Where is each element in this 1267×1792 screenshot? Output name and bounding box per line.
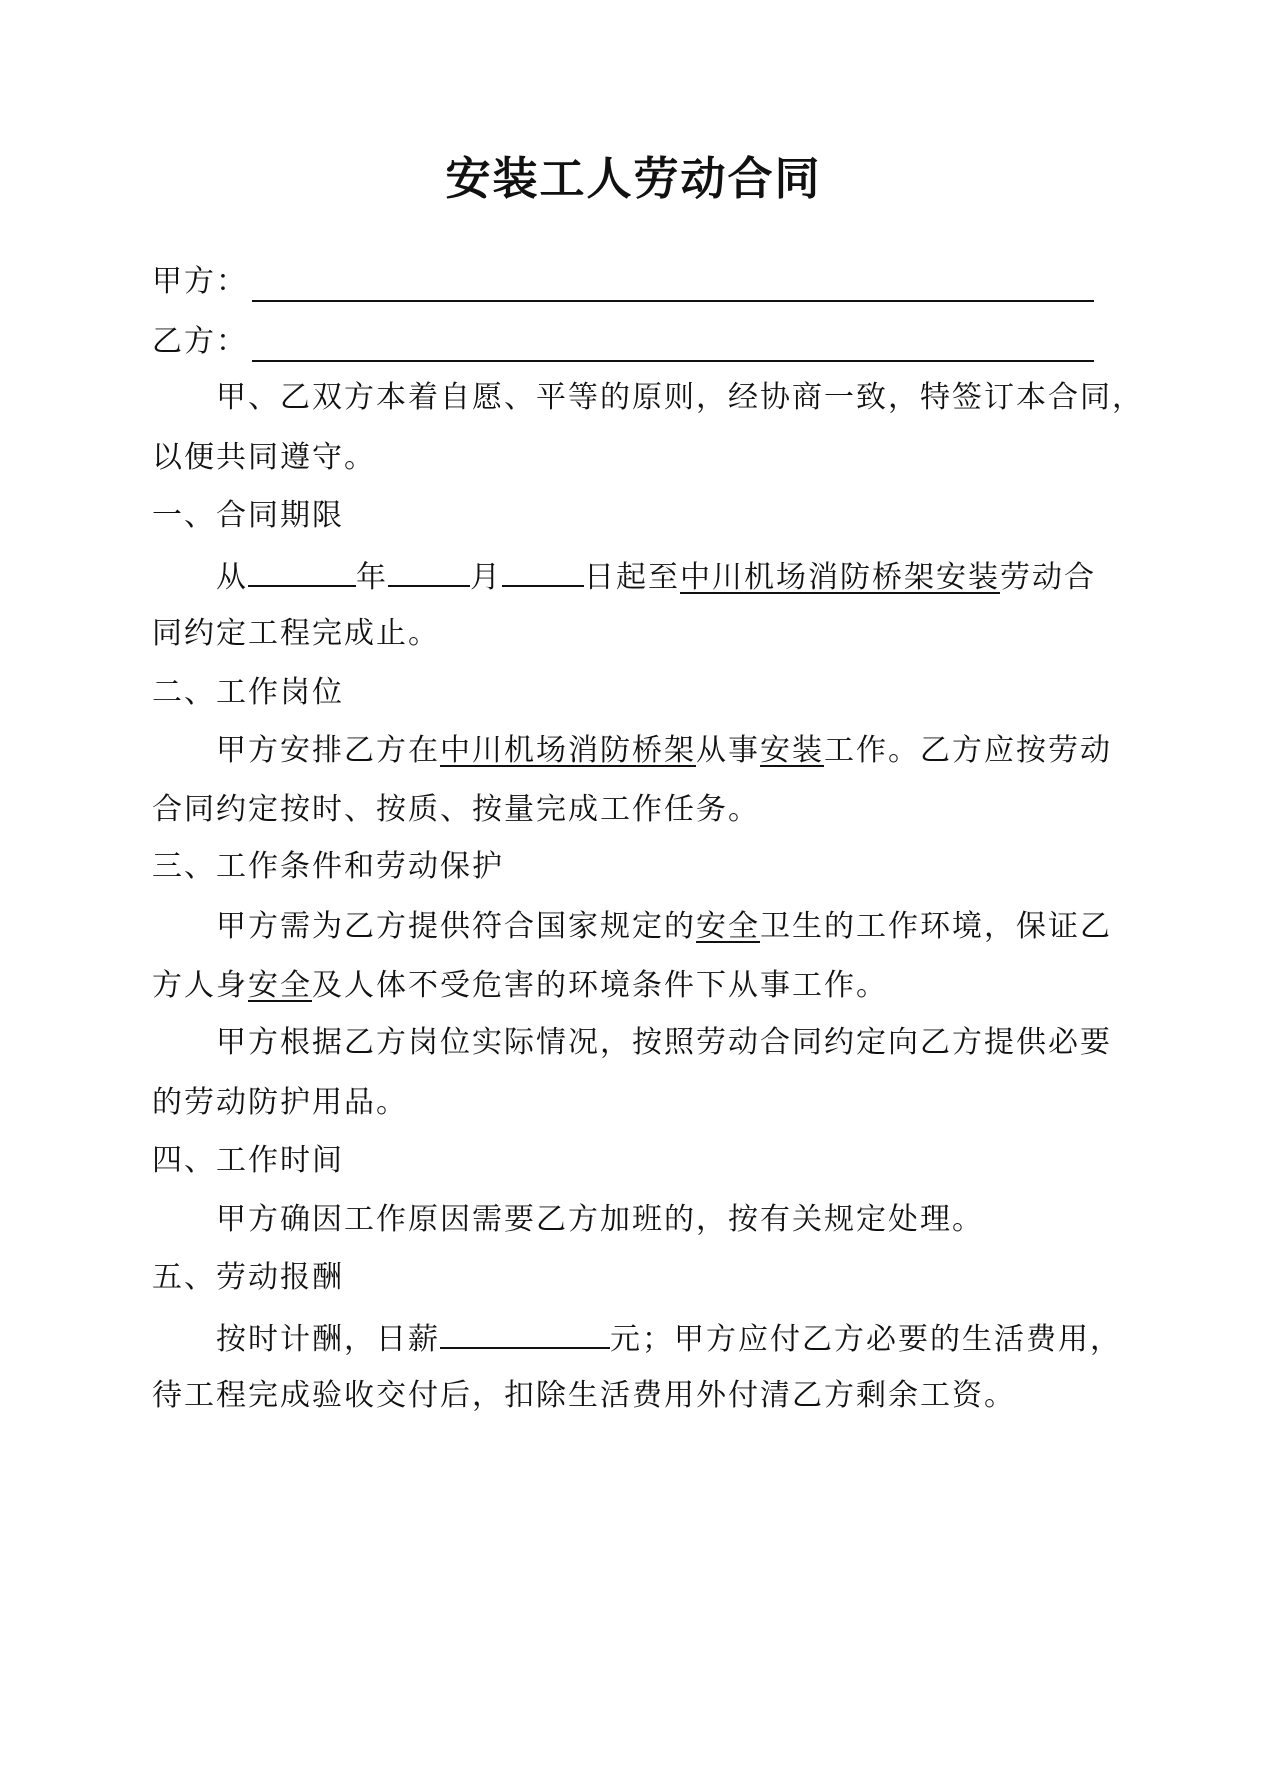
section-3-paragraph-2-line-2: 的劳动防护用品。 — [152, 1085, 408, 1120]
year-text: 年 — [356, 560, 388, 595]
provide-text: 甲方需为乙方提供符合国家规定的 — [216, 909, 696, 944]
document-title: 安装工人劳动合同 — [445, 152, 822, 205]
month-blank — [388, 555, 470, 587]
section-3-paragraph-2-line-1: 甲方根据乙方岗位实际情况，按照劳动合同约定向乙方提供必要 — [216, 1025, 1112, 1060]
project-name: 中川机场消防桥架安装 — [680, 560, 1000, 595]
from-text: 从 — [216, 560, 248, 595]
work-site: 中川机场消防桥架 — [440, 733, 696, 768]
section-5-paragraph-line-1 — [152, 1317, 1176, 1360]
section-4-heading: 四、工作时间 — [152, 1143, 344, 1178]
day-until-text: 日起至 — [584, 560, 680, 595]
section-4-paragraph: 甲方确因工作原因需要乙方加班的，按有关规定处理。 — [216, 1202, 984, 1237]
section-3-heading: 三、工作条件和劳动保护 — [152, 849, 504, 884]
safety-word-1: 安全 — [696, 909, 760, 944]
section-3-paragraph-1-line-1 — [152, 907, 1176, 947]
party-a-line — [152, 262, 1112, 302]
living-expense-text: 元；甲方应付乙方必要的生活费用， — [610, 1322, 1122, 1357]
party-b-line — [152, 322, 1112, 362]
party-a-label: 甲方： — [152, 264, 248, 299]
intro-line-2: 以便共同遵守。 — [152, 440, 376, 475]
section-2-paragraph-line-1 — [152, 731, 1176, 771]
party-a-blank — [252, 270, 1094, 302]
section-5-heading: 五、劳动报酬 — [152, 1260, 344, 1295]
section-3-paragraph-1-line-2 — [152, 966, 1112, 1006]
day-blank — [502, 555, 584, 587]
daily-wage-blank — [440, 1317, 610, 1349]
daily-wage-text: 按时计酬，日薪 — [216, 1322, 440, 1357]
section-1-paragraph-line-2: 同约定工程完成止。 — [152, 616, 440, 651]
personal-text: 方人身 — [152, 968, 248, 1003]
section-5-paragraph-line-2: 待工程完成验收交付后，扣除生活费用外付清乙方剩余工资。 — [152, 1378, 1016, 1413]
intro-line-1: 甲、乙双方本着自愿、平等的原则，经协商一致，特签订本合同， — [216, 380, 1144, 415]
engage-text: 从事 — [696, 733, 760, 768]
safety-word-2: 安全 — [248, 968, 312, 1003]
hygiene-text: 卫生的工作环境，保证乙 — [760, 909, 1112, 944]
section-1-paragraph-line-1 — [152, 555, 1176, 598]
contract-tail-text: 劳动合 — [1000, 560, 1096, 595]
section-2-paragraph-line-2: 合同约定按时、按质、按量完成工作任务。 — [152, 792, 760, 827]
year-blank — [248, 555, 356, 587]
work-duty-text: 工作。乙方应按劳动 — [824, 733, 1112, 768]
party-b-blank — [252, 330, 1094, 362]
environment-text: 及人体不受危害的环境条件下从事工作。 — [312, 968, 888, 1003]
section-1-heading: 一、合同期限 — [152, 498, 344, 533]
assign-text: 甲方安排乙方在 — [216, 733, 440, 768]
party-b-label: 乙方： — [152, 324, 248, 359]
job-type: 安装 — [760, 733, 824, 768]
month-text: 月 — [470, 560, 502, 595]
section-2-heading: 二、工作岗位 — [152, 675, 344, 710]
